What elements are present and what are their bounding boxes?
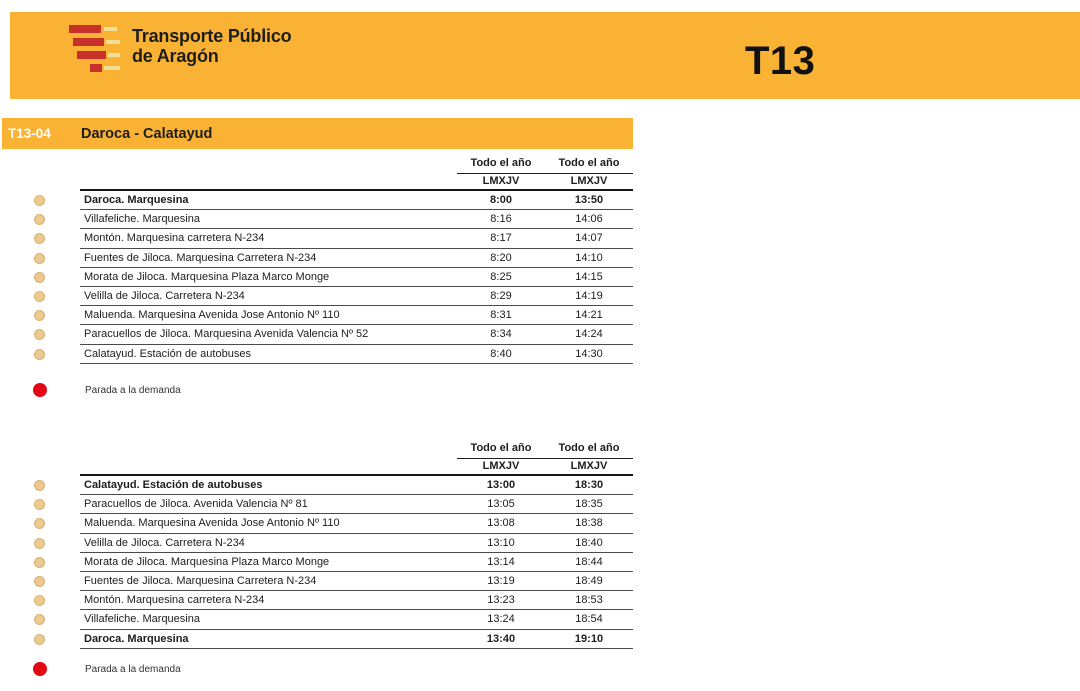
timetable-row	[80, 534, 633, 553]
header-spacer	[80, 459, 457, 474]
departure-time: 13:50	[574, 194, 604, 207]
departure-time: 18:53	[575, 594, 603, 607]
days-header-row	[80, 459, 633, 476]
departure-time: 13:00	[486, 479, 516, 492]
departure-time: 8:20	[490, 251, 512, 264]
timetable-return	[80, 441, 633, 649]
timetable-row	[80, 591, 633, 610]
departure-time: 19:10	[574, 632, 604, 645]
timetable-row	[80, 514, 633, 533]
days-header-row	[80, 174, 633, 191]
departure-time: 8:16	[490, 213, 512, 226]
departure-time: 14:10	[575, 251, 603, 264]
timetable-row	[80, 345, 633, 364]
stop-name: Montón. Marquesina carretera N-234	[84, 594, 265, 607]
departure-time: 14:19	[575, 290, 603, 303]
route-title-bar	[2, 118, 633, 149]
header-bar	[10, 12, 1080, 99]
stop-bullet-icon	[34, 576, 45, 587]
stop-name: Velilla de Jiloca. Carretera N-234	[84, 290, 245, 303]
departure-time: 8:00	[489, 194, 513, 207]
on-demand-legend	[33, 662, 181, 676]
departure-time: 13:08	[487, 517, 515, 530]
column-season-header: Todo el año	[470, 442, 532, 454]
timetable-row	[80, 325, 633, 344]
stop-name: Montón. Marquesina carretera N-234	[84, 232, 265, 245]
timetable-row	[80, 306, 633, 325]
departure-time: 8:25	[490, 270, 512, 283]
stop-bullet-icon	[34, 253, 45, 264]
stop-bullet-icon	[34, 480, 45, 491]
stop-name: Maluenda. Marquesina Avenida Jose Antonio Nº 110	[84, 517, 340, 530]
header-spacer	[80, 441, 457, 459]
departure-time: 18:40	[575, 536, 603, 549]
on-demand-stop-icon	[33, 662, 47, 676]
departure-time: 13:23	[487, 594, 515, 607]
departure-time: 13:19	[487, 575, 515, 588]
route-name: Daroca - Calatayud	[81, 125, 213, 142]
on-demand-legend	[33, 383, 181, 397]
departure-time: 8:17	[490, 232, 512, 245]
timetable-row	[80, 572, 633, 591]
timetable-row	[80, 210, 633, 229]
stop-name: Velilla de Jiloca. Carretera N-234	[84, 536, 245, 549]
season-header-row	[80, 156, 633, 174]
timetable-rows	[80, 476, 633, 649]
stop-bullet-icon	[34, 634, 45, 645]
stop-bullet-icon	[34, 595, 45, 606]
departure-time: 18:38	[575, 517, 603, 530]
stop-bullet-icon	[34, 614, 45, 625]
departure-time: 18:44	[575, 555, 603, 568]
timetable-row	[80, 553, 633, 572]
stop-bullet-icon	[34, 233, 45, 244]
season-header-cells	[457, 441, 633, 459]
timetable-row	[80, 287, 633, 306]
column-days-header: LMXJV	[570, 460, 608, 472]
stop-name: Paracuellos de Jiloca. Avenida Valencia Nº 81	[84, 498, 308, 511]
days-header-cells	[457, 459, 633, 474]
departure-time: 8:34	[490, 328, 512, 341]
logo-line2: de Aragón	[132, 46, 219, 66]
timetable-row	[80, 191, 633, 210]
timetable-row	[80, 630, 633, 649]
stop-bullet-icon	[34, 272, 45, 283]
stop-bullet-icon	[34, 557, 45, 568]
departure-time: 13:14	[487, 555, 515, 568]
departure-time: 18:49	[575, 575, 603, 588]
column-season-header: Todo el año	[470, 157, 532, 169]
departure-time: 14:15	[575, 270, 603, 283]
timetable-row	[80, 610, 633, 629]
days-header-cells	[457, 174, 633, 189]
departure-time: 8:29	[490, 290, 512, 303]
stop-name: Calatayud. Estación de autobuses	[84, 479, 263, 492]
column-days-header: LMXJV	[482, 460, 520, 472]
line-code: T13	[745, 39, 816, 83]
departure-time: 14:30	[575, 347, 603, 360]
aragon-stripes-icon	[68, 22, 122, 76]
departure-time: 8:40	[490, 347, 512, 360]
timetable-row	[80, 229, 633, 248]
departure-time: 18:30	[574, 479, 604, 492]
departure-time: 14:06	[575, 213, 603, 226]
stop-name: Maluenda. Marquesina Avenida Jose Antonio Nº 110	[84, 309, 340, 322]
route-code: T13-04	[8, 126, 51, 141]
stop-name: Daroca. Marquesina	[84, 632, 189, 645]
timetable-rows	[80, 191, 633, 364]
on-demand-stop-icon	[33, 383, 47, 397]
timetable-row	[80, 476, 633, 495]
transporte-publico-aragon-logo	[68, 22, 291, 76]
departure-time: 13:10	[487, 536, 515, 549]
stop-bullet-icon	[34, 538, 45, 549]
timetable-row	[80, 268, 633, 287]
stop-name: Daroca. Marquesina	[84, 194, 189, 207]
stop-name: Fuentes de Jiloca. Marquesina Carretera N-234	[84, 251, 317, 264]
departure-time: 18:35	[575, 498, 603, 511]
stop-bullet-icon	[34, 499, 45, 510]
stop-name: Paracuellos de Jiloca. Marquesina Avenida Valencia Nº 52	[84, 328, 369, 341]
stop-bullet-icon	[34, 518, 45, 529]
stop-bullet-icon	[34, 310, 45, 321]
column-season-header: Todo el año	[558, 157, 620, 169]
timetable-row	[80, 495, 633, 514]
timetable-row	[80, 249, 633, 268]
departure-time: 14:21	[575, 309, 603, 322]
stop-name: Morata de Jiloca. Marquesina Plaza Marco Monge	[84, 555, 330, 568]
season-header-cells	[457, 156, 633, 174]
column-season-header: Todo el año	[558, 442, 620, 454]
logo-line1: Transporte Público	[132, 26, 292, 46]
logo-wordmark	[132, 22, 291, 76]
stop-name: Calatayud. Estación de autobuses	[84, 347, 251, 360]
stop-name: Villafeliche. Marquesina	[84, 213, 200, 226]
stop-name: Fuentes de Jiloca. Marquesina Carretera N-234	[84, 575, 317, 588]
departure-time: 14:07	[575, 232, 603, 245]
stop-bullet-icon	[34, 291, 45, 302]
stop-bullet-icon	[34, 329, 45, 340]
legend-label: Parada a la demanda	[85, 384, 181, 396]
departure-time: 13:24	[487, 613, 515, 626]
departure-time: 18:54	[575, 613, 603, 626]
departure-time: 13:40	[486, 632, 516, 645]
legend-label: Parada a la demanda	[85, 663, 181, 675]
departure-time: 13:05	[487, 498, 515, 511]
departure-time: 14:24	[575, 328, 603, 341]
column-days-header: LMXJV	[482, 175, 520, 187]
column-days-header: LMXJV	[570, 175, 608, 187]
stop-name: Morata de Jiloca. Marquesina Plaza Marco Monge	[84, 270, 330, 283]
header-spacer	[80, 156, 457, 174]
departure-time: 8:31	[490, 309, 512, 322]
header-spacer	[80, 174, 457, 189]
stop-name: Villafeliche. Marquesina	[84, 613, 200, 626]
stop-bullet-icon	[34, 349, 45, 360]
stop-bullet-icon	[34, 214, 45, 225]
timetable-outbound	[80, 156, 633, 364]
stop-bullet-icon	[34, 195, 45, 206]
season-header-row	[80, 441, 633, 459]
